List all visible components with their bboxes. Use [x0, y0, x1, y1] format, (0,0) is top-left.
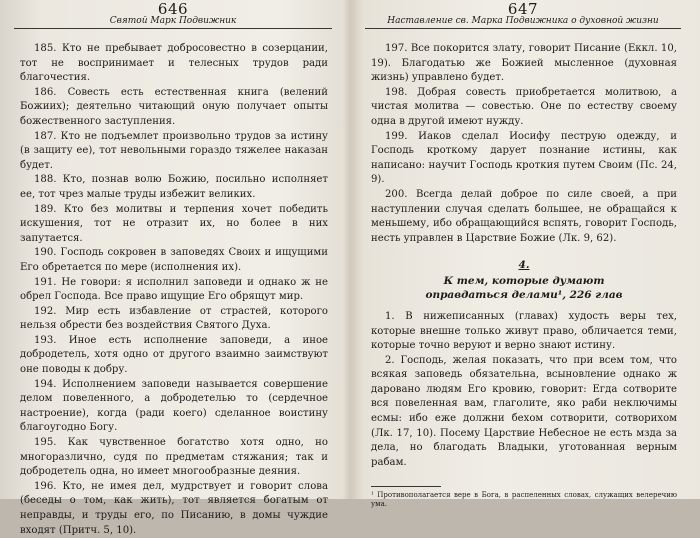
paragraph-187: 187. Кто не подъемлет произвольно трудов за истину (в защиту ее), тот невольными гораздо тяжелее наказан будет.: [20, 130, 328, 171]
paragraph-190: 190. Господь сокровен в заповедях Своих и ищущими Его обретается по мере (исполнения их).: [20, 247, 328, 273]
paragraph-189: 189. Кто без молитвы и терпения хочет победить искушения, тот не отразит их, но более в них запутается.: [20, 203, 328, 244]
page-number-right: 647: [507, 0, 539, 18]
footnote: ¹ Противополагается вере в Бога, в распеленных словах, служащих велеречию ума.: [371, 491, 677, 509]
section-title-line1: К тем, которые думают: [443, 274, 605, 287]
paragraph-198: 198. Добрая совесть приобретается молитвою, а чистая молитва — совестью. Оне по естеству своему одна в другой имеют нужду.: [371, 86, 677, 127]
paragraph-186: 186. Совесть есть естественная книга (велений Божиих); деятельно читающий оную получает опыты божественного заступления.: [20, 86, 328, 127]
paragraph-191: 191. Не говори: я исполнил заповеди и однако ж не обрел Господа. Все право ищущие Его обрящут мир.: [20, 276, 328, 303]
paragraph-2: 2. Господь, желая показать, что при всем том, что всякая заповедь обязательна, всыновление однако ж даровано людям Его кровию, говорит: Егда сотворите вся повеленная вам, глаголите, яко раби неключимы есмы: ибо еже должни бехом сотворити, сотворихом (Лк. 17, 10). Посему Царствие Небесное не есть мзда за дела, но благодать Владыки, уготованная верным рабам.: [371, 354, 677, 468]
paragraph-200: 200. Всегда делай доброе по силе своей, а при наступлении случая сделать большее, не обращайся к меньшему, ибо обращающийся вспять, говорит Господь, несть управлен в Царствие Божие (Лк. 9, 62).: [371, 188, 677, 244]
running-head-left: Святой Марк Подвижник: [14, 16, 332, 29]
paragraph-193: 193. Иное есть исполнение заповеди, а иное добродетель, хотя одно от другого взаимно заимствуют оне поводы к добру.: [20, 334, 328, 376]
paragraph-194: 194. Исполнением заповеди называется совершение делом повеленного, а добродетелью то (сердечное настроение), когда (ради коего) сделанное воистину благоугодно Богу.: [20, 378, 328, 434]
right-page-text: [371, 42, 677, 509]
paragraph-185: 185. Кто не пребывает добросовестно в созерцании, тот не воспринимает и телесных трудов ради благочестия.: [20, 43, 328, 84]
section-number: 4.: [518, 259, 530, 272]
right-page: [365, 0, 681, 509]
paragraph-192: 192. Мир есть избавление от страстей, которого нельзя обрести без воздействия Святого Духа.: [20, 305, 328, 332]
paragraph-195: 195. Как чувственное богатство хотя одно, но многоразлично, судя по предметам стяжания; так и добродетель одна, но имеет многообразные деяния.: [20, 437, 328, 478]
left-page: [14, 0, 332, 536]
paragraph-197: 197. Все покорится злату, говорит Писание (Еккл. 10, 19). Благодатью же Божией мысленное (духовная жизнь) управлено будет.: [371, 43, 677, 84]
paragraph-199: 199. Иаков сделал Иосифу пеструю одежду, и Господь кроткому дарует познание истины, как написано: научит Господь кроткия путем Своим (Пс. 24, 9).: [371, 130, 677, 186]
section-title-line2: оправдаться делами¹, 226 глав: [425, 288, 623, 301]
paragraph-1: 1. В нижеписанных (главах) худость веры тех, которые внешне только живут право, обличается теми, которые точно веруют и верно знают истину.: [371, 310, 677, 352]
page-number-left: 646: [157, 0, 189, 18]
left-page-text: [20, 42, 328, 538]
section-heading: [371, 258, 677, 302]
paragraph-188: 188. Кто, познав волю Божию, посильно исполняет ее, тот чрез малые труды избежит великих.: [20, 174, 328, 200]
running-head-right: Наставление св. Марка Подвижника о духовной жизни: [365, 16, 681, 29]
footnote-rule: [371, 486, 441, 487]
paragraph-196: 196. Кто, не имея дел, мудрствует и говорит слова (беседы о том, как жить), тот является богатым от неправды, и труды его, по Писанию, в домы чуждие входят (Притч. 5, 10).: [20, 480, 328, 536]
